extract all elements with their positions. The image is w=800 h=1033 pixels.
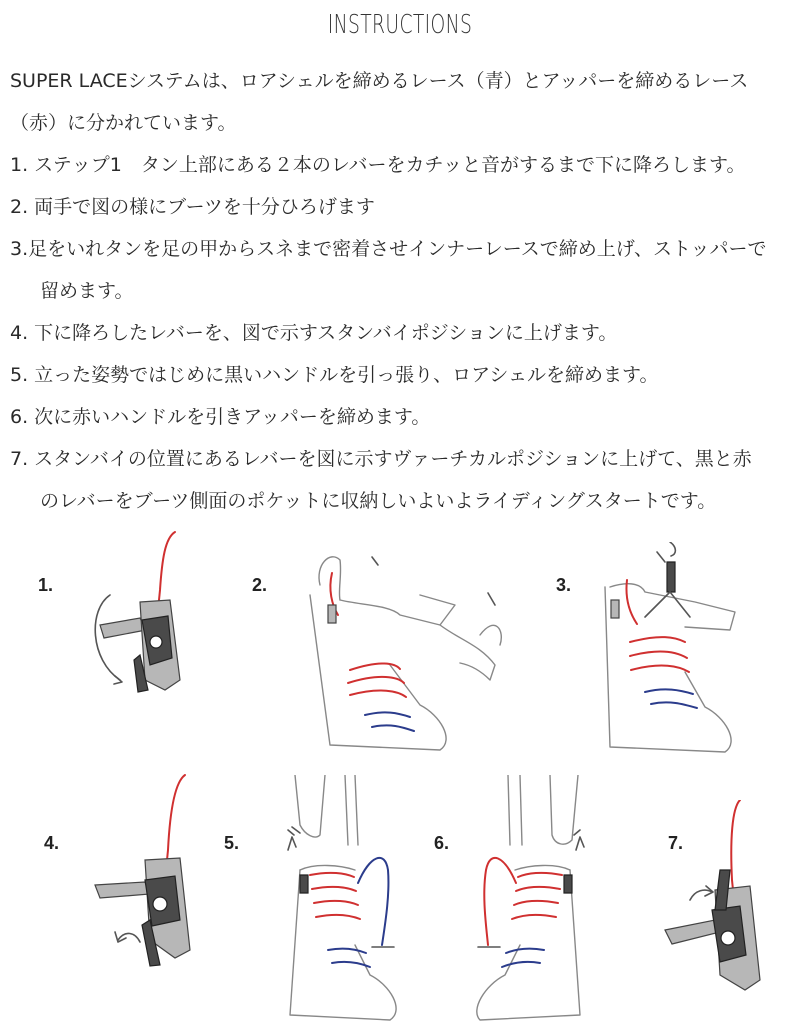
figure-label: 4. — [44, 833, 60, 853]
lever-down-icon — [70, 530, 200, 700]
boot-pull-red-icon — [460, 775, 610, 1030]
step-item — [10, 186, 795, 228]
step-item — [10, 312, 795, 354]
boot-lace-icon — [585, 542, 755, 762]
step-item — [10, 144, 795, 186]
boot-open-icon — [280, 545, 520, 760]
instruction-steps — [10, 144, 795, 522]
step-text-continued: 留めます。 — [40, 280, 134, 302]
figure-label: 2. — [252, 575, 268, 595]
step-text: 1. ステップ1 タン上部にある２本のレバーをカチッと音がするまで下に降ろします。 — [10, 154, 746, 176]
figure-label: 7. — [668, 833, 684, 853]
step-item — [10, 438, 795, 522]
page-title: INSTRUCTIONS — [327, 10, 473, 40]
step-text: 5. 立った姿勢ではじめに黒いハンドルを引っ張り、ロアシェルを締めます。 — [10, 364, 659, 386]
lever-standby-icon — [90, 770, 220, 970]
intro-text: SUPER LACEシステムは、ロアシェルを締めるレース（青）とアッパーを締めるレース（赤）に分かれています。 — [10, 70, 749, 134]
figure-label: 6. — [434, 833, 450, 853]
step-text-continued: のレバーをブーツ側面のポケットに収納しいよいよライディングスタートです。 — [40, 490, 717, 512]
step-text: 2. 両手で図の様にブーツを十分ひろげます — [10, 196, 375, 218]
step-item — [10, 228, 795, 312]
figure-label: 1. — [38, 575, 54, 595]
boot-pull-black-icon — [270, 775, 420, 1030]
step-text: 6. 次に赤いハンドルを引きアッパーを締めます。 — [10, 406, 431, 428]
figure-label: 3. — [556, 575, 572, 595]
step-text: 7. スタンバイの位置にあるレバーを図に示すヴァーチカルポジションに上げて、黒と赤 — [10, 448, 752, 470]
figure-label: 5. — [224, 833, 240, 853]
step-text: 3.足をいれタンを足の甲からスネまで密着させインナーレースで締め上げ、ストッパーで — [10, 238, 767, 260]
illustrations — [0, 530, 800, 1033]
lever-vertical-icon — [660, 800, 780, 1000]
step-item — [10, 354, 795, 396]
step-text: 4. 下に降ろしたレバーを、図で示すスタンバイポジションに上げます。 — [10, 322, 618, 344]
step-item — [10, 396, 795, 438]
